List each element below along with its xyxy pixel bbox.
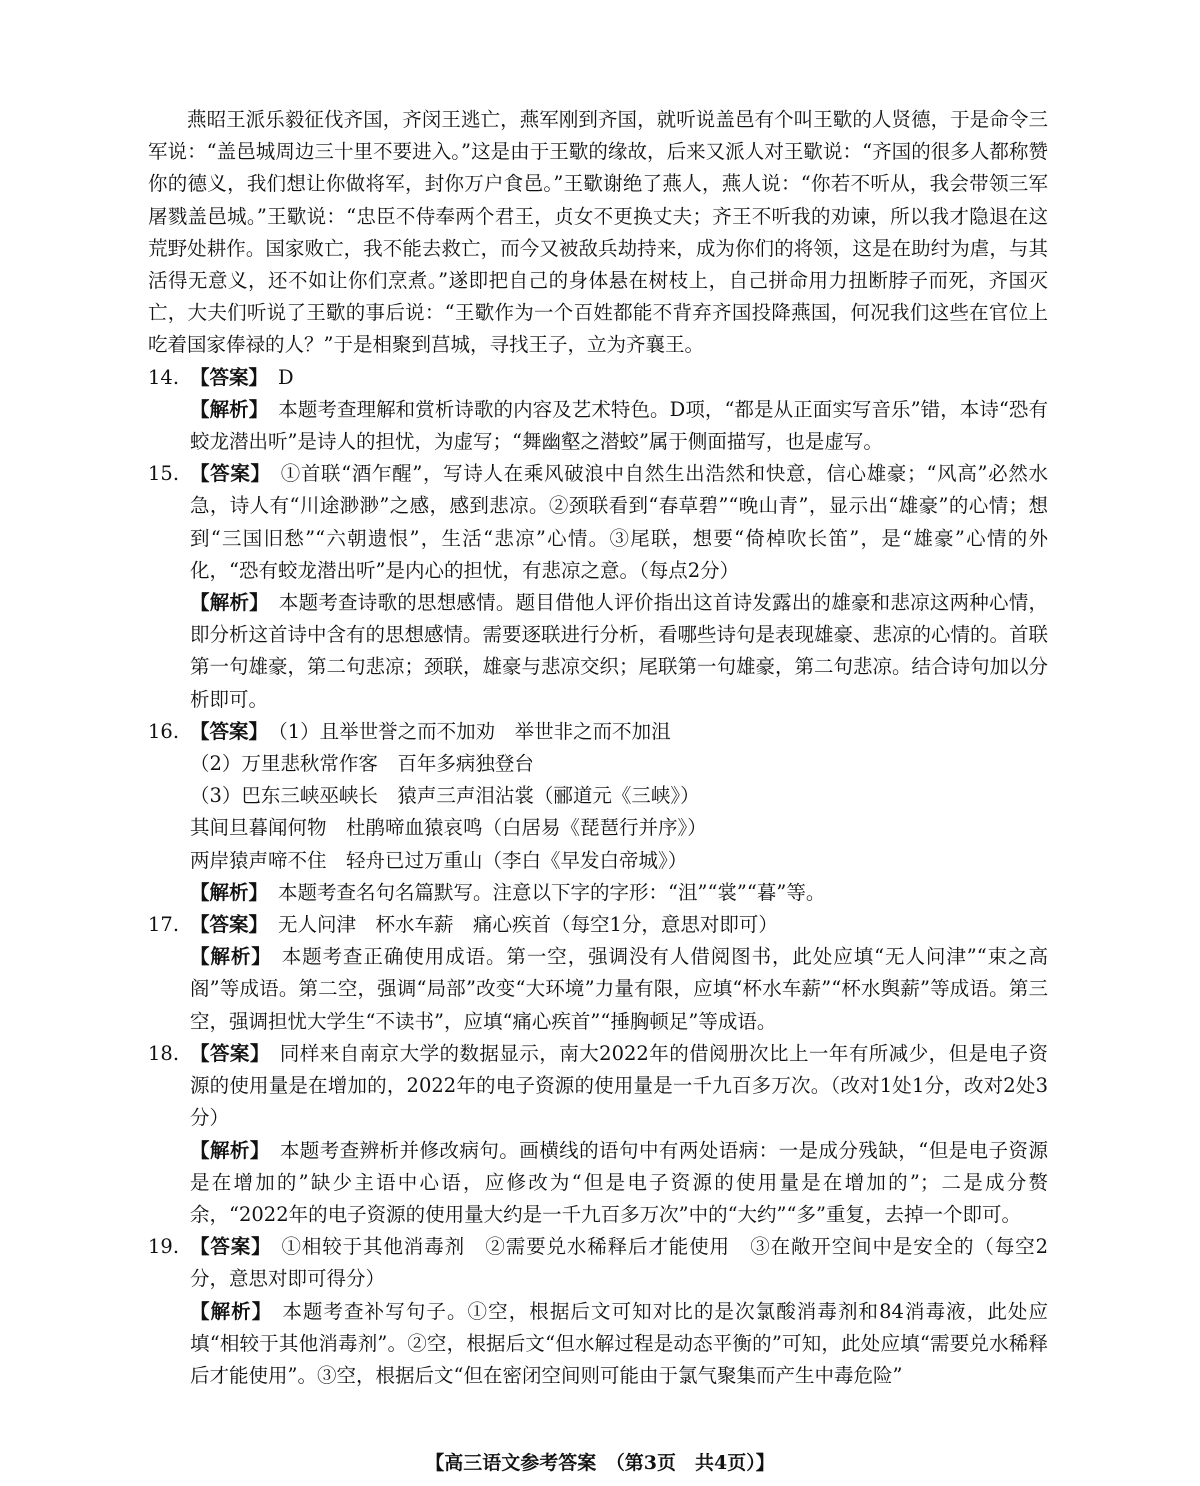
question-17 [148, 909, 1048, 1038]
answer-text: ①相较于其他消毒剂 ②需要兑水稀释后才能使用 ③在敞开空间中是安全的（每空2分，意思对即可得分） [190, 1235, 1048, 1291]
analysis-tag: 【解析】 [190, 1299, 273, 1323]
analysis-tag: 【解析】 [190, 397, 269, 421]
question-body [186, 716, 1048, 909]
question-body [186, 909, 1048, 1038]
question-19 [148, 1231, 1048, 1392]
answer-line [186, 1038, 1048, 1135]
page-footer: 【高三语文参考答案 （第3页 共4页）】 [425, 1452, 775, 1474]
analysis-text: 本题考查理解和赏析诗歌的内容及艺术特色。D项，“都是从正面实写音乐”错，本诗“恐有蛟龙潜出听”是诗人的担忧，为虚写；“舞幽壑之潜蛟”属于侧面描写，也是虚写。 [190, 397, 1048, 454]
answer-text: 同样来自南京大学的数据显示，南大2022年的借阅册次比上一年有所减少，但是电子资源的使用量是在增加的，2022年的电子资源的使用量是一千九百多万次。（改对1处1分，改对2处3分） [190, 1041, 1048, 1130]
analysis-tag: 【解析】 [190, 1138, 270, 1162]
analysis-text: 本题考查诗歌的思想感情。题目借他人评价指出这首诗发露出的雄豪和悲凉这两种心情，即分析这首诗中含有的思想感情。需要逐联进行分析，看哪些诗句是表现雄豪、悲凉的心情的。首联第一句雄豪，第二句悲凉；颈联，雄豪与悲凉交织；尾联第一句雄豪，第二句悲凉。结合诗句加以分析即可。 [190, 591, 1049, 711]
analysis-line [186, 394, 1048, 458]
analysis-tag: 【解析】 [190, 880, 269, 904]
answer-tag: 【答案】 [190, 719, 269, 743]
analysis-line [186, 941, 1048, 1038]
question-body [186, 458, 1048, 716]
analysis-line [186, 587, 1048, 716]
answer-tag: 【答案】 [190, 1235, 272, 1259]
analysis-line [186, 1296, 1048, 1393]
question-number: 16. [148, 719, 180, 743]
answer-text: （1）且举世誉之而不加劝 举世非之而不加沮 [278, 719, 671, 743]
analysis-text: 本题考查补写句子。①空，根据后文可知对比的是次氯酸消毒剂和84消毒液，此处应填“相较于其他消毒剂”。②空，根据后文“但水解过程是动态平衡的”可知，此处应填“需要兑水稀释后才能使用”。③空，根据后文“但在密闭空间则可能由于氯气聚集而产生中毒危险” [190, 1299, 1048, 1387]
analysis-tag: 【解析】 [190, 591, 269, 615]
answer-tag: 【答案】 [190, 462, 271, 486]
analysis-line [186, 1135, 1048, 1232]
question-body [186, 1231, 1048, 1392]
answer-line [186, 362, 1048, 394]
question-14 [148, 362, 1048, 459]
answer-line [186, 909, 1048, 941]
question-body [186, 362, 1048, 459]
answer-tag: 【答案】 [190, 913, 269, 937]
question-18 [148, 1038, 1048, 1231]
question-number: 14. [148, 365, 180, 389]
analysis-text: 本题考查正确使用成语。第一空，强调没有人借阅图书，此处应填“无人问津”“束之高阁”等成语。第二空，强调“局部”改变“大环境”力量有限，应填“杯水车薪”“杯水舆薪”等成语。第三空，强调担忧大学生“不读书”，应填“痛心疾首”“捶胸顿足”等成语。 [190, 945, 1048, 1033]
analysis-text: 本题考查名句名篇默写。注意以下字的字形：“沮”“裳”“暮”等。 [278, 880, 826, 904]
analysis-line [186, 877, 1048, 909]
question-16 [148, 716, 1048, 909]
answer-line: 两岸猿声啼不住 轻舟已过万重山（李白《早发白帝城》） [190, 848, 688, 872]
analysis-tag: 【解析】 [190, 945, 272, 969]
question-number: 19. [148, 1235, 180, 1259]
answer-tag: 【答案】 [190, 1041, 270, 1065]
question-15 [148, 458, 1048, 716]
answer-line: 其间旦暮闻何物 杜鹃啼血猿哀鸣（白居易《琵琶行并序》） [190, 816, 707, 840]
answer-line: （3）巴东三峡巫峡长 猿声三声泪沾裳（郦道元《三峡》） [190, 784, 700, 808]
page-content [148, 104, 1048, 1392]
question-body [186, 1038, 1048, 1231]
question-number: 17. [148, 913, 180, 937]
answer-line [186, 1231, 1048, 1295]
answer-line: （2）万里悲秋常作客 百年多病独登台 [190, 752, 534, 776]
question-number: 18. [148, 1041, 180, 1065]
question-number: 15. [148, 462, 180, 486]
translation-paragraph: 燕昭王派乐毅征伐齐国，齐闵王逃亡，燕军刚到齐国，就听说盖邑有个叫王歜的人贤德，于是命令三军说：“盖邑城周边三十里不要进入。”这是由于王歜的缘故，后来又派人对王歜说：“齐国的很多人都称赞你的德义，我们想让你做将军，封你万户食邑。”王歜谢绝了燕人，燕人说：“你若不听从，我会带领三军屠戮盖邑城。”王歜说：“忠臣不侍奉两个君王，贞女不更换丈夫；齐王不听我的劝谏，所以我才隐退在这荒野处耕作。国家败亡，我不能去救亡，而今又被敌兵劫持来，成为你们的将领，这是在助纣为虐，与其活得无意义，还不如让你们烹煮。”遂即把自己的身体悬在树枝上，自己拼命用力扭断脖子而死，齐国灭亡，大夫们听说了王歜的事后说：“王歜作为一个百姓都能不背弃齐国投降燕国，何况我们这些在官位上吃着国家俸禄的人？”于是相聚到莒城，寻找王子，立为齐襄王。 [148, 108, 1048, 357]
answer-line [186, 458, 1048, 587]
answer-text: 无人问津 杯水车薪 痛心疾首（每空1分，意思对即可） [278, 913, 778, 937]
answer-tag: 【答案】 [190, 365, 269, 389]
answer-line [186, 716, 1048, 748]
answer-text: D [278, 365, 294, 389]
answer-text: ①首联“酒乍醒”，写诗人在乘风破浪中自然生出浩然和快意，信心雄豪；“风高”必然水急，诗人有“川途渺渺”之感，感到悲凉。②颈联看到“春草碧”“晚山青”，显示出“雄豪”的心情；想到“三国旧愁”“六朝遗恨”，生活“悲凉”心情。③尾联，想要“倚棹吹长笛”，是“雄豪”心情的外化，“恐有蛟龙潜出听”是内心的担忧，有悲凉之意。（每点2分） [190, 462, 1048, 582]
analysis-text: 本题考查辨析并修改病句。画横线的语句中有两处语病：一是成分残缺，“但是电子资源是在增加的”缺少主语中心语，应修改为“但是电子资源的使用量是在增加的”；二是成分赘余，“2022年的电子资源的使用量大约是一千九百多万次”中的“大约”“多”重复，去掉一个即可。 [190, 1138, 1048, 1226]
